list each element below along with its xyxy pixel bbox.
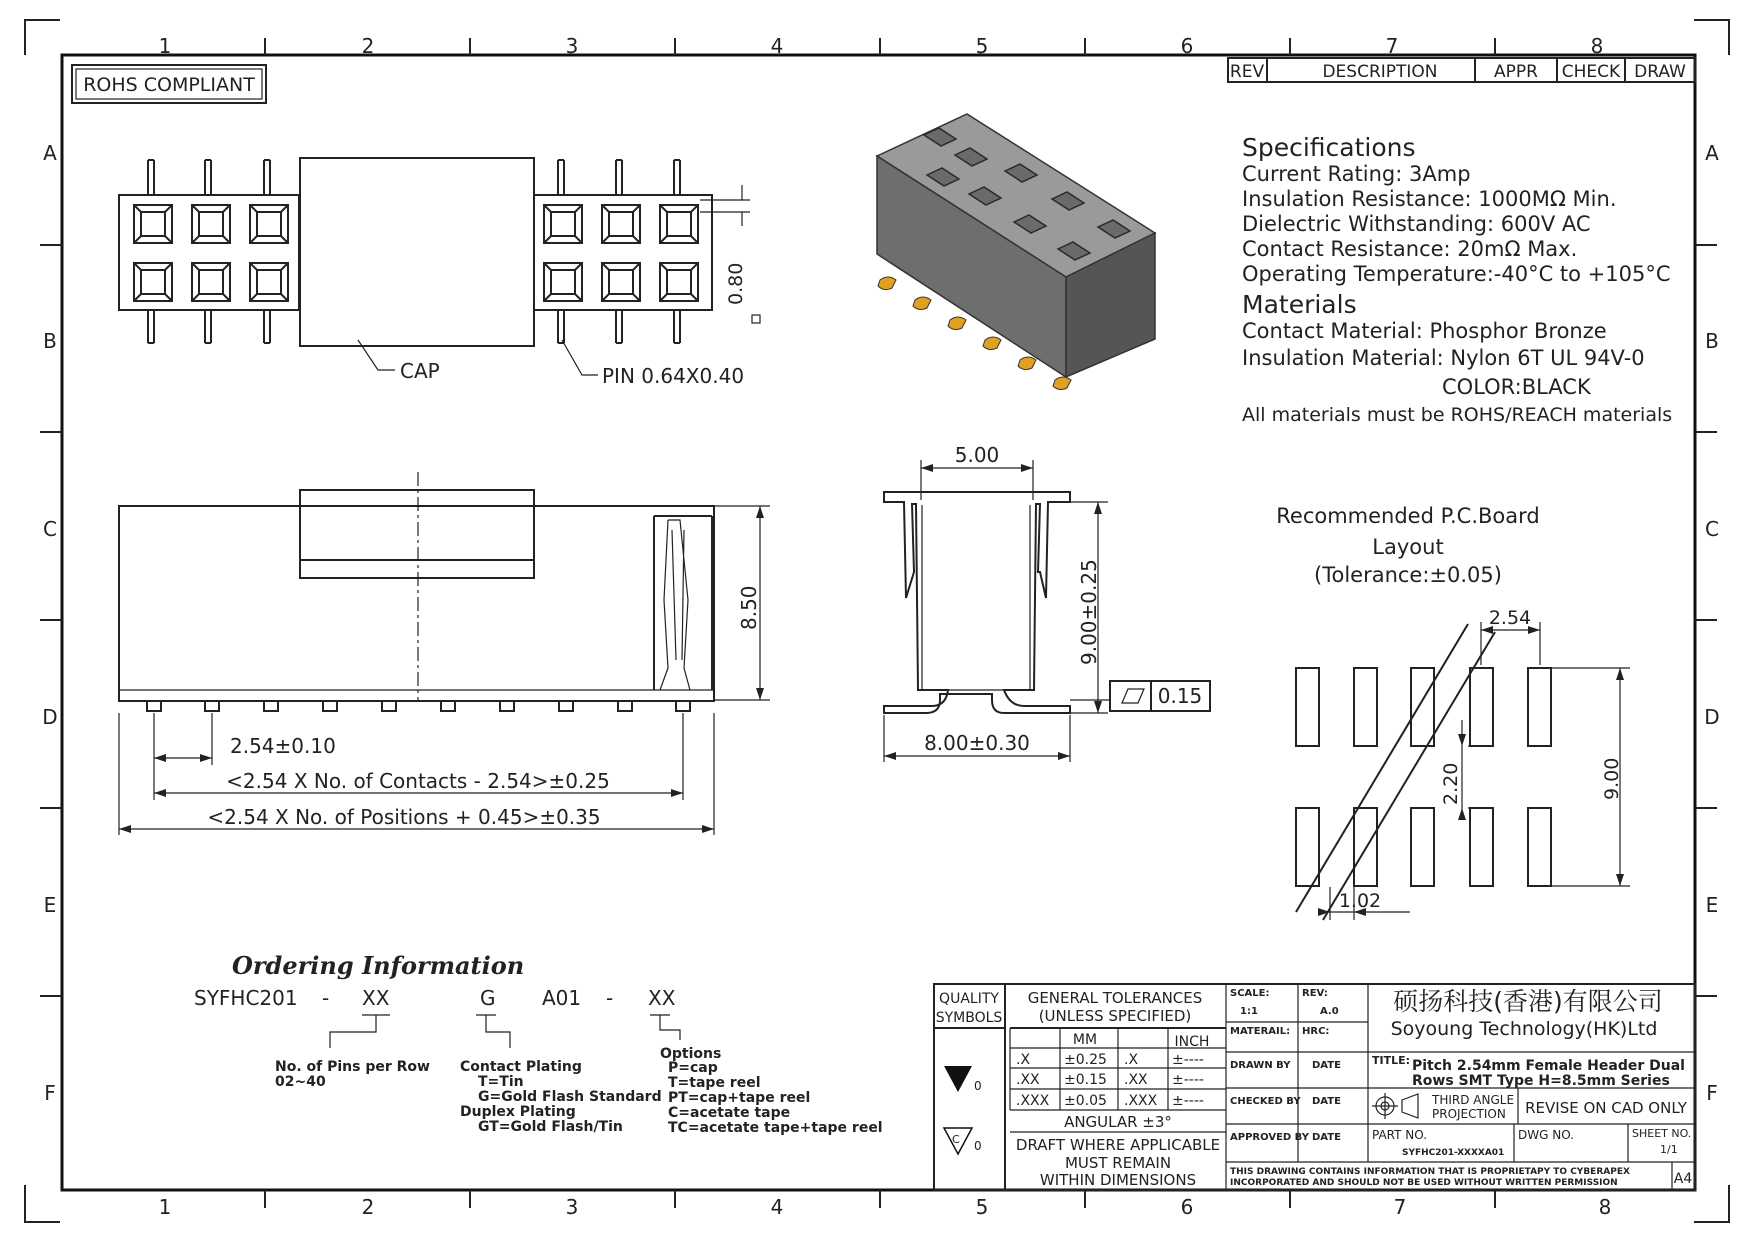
code-part-a01: A01	[542, 986, 582, 1010]
approved-by: APPROVED BY	[1230, 1132, 1309, 1143]
tol-mm: ±0.05	[1064, 1093, 1107, 1109]
drawn-date: DATE	[1312, 1060, 1341, 1071]
company-name-cn: 硕扬科技(香港)有限公司	[1393, 987, 1663, 1016]
plating-gt: GT=Gold Flash/Tin	[478, 1119, 623, 1135]
description-header: DESCRIPTION	[1322, 62, 1438, 82]
ordering-info	[194, 951, 883, 1136]
quality-symbol-filled-triangle	[944, 1066, 972, 1092]
height-dim: 8.50	[737, 585, 761, 630]
code-part-options: XX	[648, 986, 676, 1010]
flatness-value: 0.15	[1157, 684, 1203, 708]
pcb-pitch-dim: 2.54	[1488, 607, 1532, 629]
spec-title: Specifications	[1242, 133, 1416, 162]
cap	[300, 158, 534, 346]
materials-title: Materials	[1242, 290, 1357, 319]
option-item: T=tape reel	[668, 1075, 761, 1091]
top-view-cavities	[134, 205, 698, 301]
zone-row-f-right: F	[1706, 1081, 1718, 1105]
draw-header: DRAW	[1634, 62, 1686, 82]
sheet-no: 1/1	[1660, 1143, 1678, 1156]
zone-row-d: D	[42, 705, 58, 729]
zone-row-a: A	[43, 141, 57, 165]
zone-col-7: 7	[1385, 34, 1399, 58]
pcb-title: Recommended P.C.Board	[1276, 504, 1540, 528]
quality-symbol-sub-2: 0	[974, 1139, 982, 1153]
sheet-no-label: SHEET NO.	[1632, 1127, 1692, 1140]
tol-place: .XX	[1016, 1072, 1040, 1088]
inch-header: INCH	[1174, 1034, 1210, 1050]
drawn-by: DRAWN BY	[1230, 1060, 1291, 1071]
company-name-en: Soyoung Technology(HK)Ltd	[1390, 1018, 1658, 1040]
tol-iplace: .XXX	[1124, 1093, 1158, 1109]
title-label: TITLE:	[1372, 1054, 1411, 1067]
zone-col-8: 8	[1590, 34, 1604, 58]
projection-2: PROJECTION	[1432, 1107, 1506, 1121]
zone-col-3-bottom: 3	[565, 1195, 579, 1219]
revise-note: REVISE ON CAD ONLY	[1525, 1099, 1687, 1117]
checked-date: DATE	[1312, 1096, 1341, 1107]
draft-note-3: WITHIN DIMENSIONS	[1039, 1171, 1197, 1189]
zone-col-1: 1	[158, 34, 172, 58]
plating-label: Contact Plating	[460, 1059, 582, 1075]
zone-row-b: B	[43, 329, 57, 353]
zone-labels-right	[1704, 141, 1719, 1105]
option-item: C=acetate tape	[668, 1105, 791, 1121]
pcb-layout	[1276, 504, 1630, 920]
proprietary-1: THIS DRAWING CONTAINS INFORMATION THAT IS PROPRIETAPY TO CYBERAPEX	[1230, 1167, 1630, 1177]
zone-col-5: 5	[975, 34, 989, 58]
option-item: PT=cap+tape reel	[668, 1090, 811, 1106]
spec-line: Current Rating: 3Amp	[1242, 162, 1471, 186]
zone-row-b-right: B	[1705, 329, 1719, 353]
side-view	[119, 472, 770, 835]
rev-label: REV:	[1302, 988, 1328, 999]
appr-header: APPR	[1494, 62, 1538, 82]
tol-place: .XXX	[1016, 1093, 1050, 1109]
revision-table	[1228, 58, 1695, 82]
tol-mm: ±0.25	[1064, 1052, 1107, 1068]
material-line: Contact Material: Phosphor Bronze	[1242, 319, 1607, 343]
positions-dim: <2.54 X No. of Positions + 0.45>±0.35	[207, 805, 601, 829]
zone-labels-left	[42, 141, 57, 1105]
rev-value: A.0	[1320, 1006, 1339, 1017]
check-header: CHECK	[1561, 62, 1621, 82]
zone-col-6-bottom: 6	[1180, 1195, 1194, 1219]
code-part-dash: -	[322, 986, 330, 1010]
zone-col-6: 6	[1180, 34, 1194, 58]
plating-gold: G=Gold Flash Standard	[478, 1089, 662, 1105]
mm-header: MM	[1072, 1032, 1098, 1048]
material-line: Insulation Material: Nylon 6T UL 94V-0	[1242, 346, 1645, 370]
zone-col-4: 4	[770, 34, 784, 58]
spec-line: Dielectric Withstanding: 600V AC	[1242, 212, 1591, 236]
draft-note-1: DRAFT WHERE APPLICABLE	[1015, 1136, 1221, 1154]
paper-size: A4	[1673, 1171, 1693, 1187]
svg-text:ROHS COMPLIANT: ROHS COMPLIANT	[83, 74, 255, 96]
general-tolerances: GENERAL TOLERANCES	[1027, 989, 1203, 1007]
unless-specified: (UNLESS SPECIFIED)	[1038, 1007, 1192, 1025]
tol-place: .X	[1016, 1052, 1031, 1068]
rev-header: REV	[1229, 62, 1265, 82]
zone-col-5-bottom: 5	[975, 1195, 989, 1219]
drawing-title-2: Rows SMT Type H=8.5mm Series	[1412, 1073, 1670, 1089]
drawing-title-1: Pitch 2.54mm Female Header Dual	[1412, 1058, 1685, 1074]
quality-symbols-1: QUALITY	[939, 991, 999, 1007]
spec-line: Insulation Resistance: 1000MΩ Min.	[1242, 187, 1617, 211]
pcb-tolerance: (Tolerance:±0.05)	[1314, 563, 1502, 587]
pin-label: PIN 0.64X0.40	[602, 364, 745, 388]
code-part-pins: XX	[362, 986, 390, 1010]
tol-inch: ±----	[1172, 1093, 1204, 1109]
code-part-dash-2: -	[606, 986, 614, 1010]
hrc-label: HRC:	[1302, 1026, 1330, 1037]
code-part-plating: G	[480, 986, 496, 1010]
zone-row-d-right: D	[1704, 705, 1720, 729]
plating-tin: T=Tin	[478, 1074, 524, 1090]
scale-label: SCALE:	[1230, 988, 1270, 999]
approved-date: DATE	[1312, 1132, 1341, 1143]
color-line: COLOR:BLACK	[1442, 375, 1591, 399]
third-angle-projection-icon	[1372, 1093, 1418, 1119]
end-height-dim: 9.00±0.25	[1077, 559, 1101, 665]
contacts-dim: <2.54 X No. of Contacts - 2.54>±0.25	[226, 769, 610, 793]
pcb-pads	[1296, 668, 1551, 886]
zone-col-7-bottom: 7	[1393, 1195, 1407, 1219]
zone-row-e-right: E	[1705, 893, 1719, 917]
dwg-no-label: DWG NO.	[1518, 1128, 1574, 1142]
tol-iplace: .XX	[1124, 1072, 1148, 1088]
zone-col-8-bottom: 8	[1598, 1195, 1612, 1219]
part-no: SYFHC201-XXXXA01	[1402, 1148, 1505, 1158]
zone-row-c: C	[43, 517, 57, 541]
draft-note-2: MUST REMAIN	[1064, 1154, 1172, 1172]
end-top-dim: 5.00	[954, 443, 1000, 467]
zone-col-4-bottom: 4	[770, 1195, 784, 1219]
zone-row-a-right: A	[1705, 141, 1719, 165]
tol-iplace: .X	[1124, 1052, 1139, 1068]
title-block	[934, 984, 1695, 1190]
scale-value: 1:1	[1240, 1006, 1258, 1017]
end-view	[884, 443, 1210, 762]
spec-line: Operating Temperature:-40°C to +105°C	[1242, 262, 1671, 286]
tol-inch: ±----	[1172, 1052, 1204, 1068]
zone-row-e: E	[43, 893, 57, 917]
rohs-label	[72, 65, 266, 103]
checked-by: CHECKED BY	[1230, 1096, 1301, 1107]
tol-inch: ±----	[1172, 1072, 1204, 1088]
specifications	[1242, 133, 1672, 426]
end-width-dim: 8.00±0.30	[924, 731, 1030, 755]
pcb-row-gap-dim: 2.20	[1440, 762, 1462, 805]
rohs-note: All materials must be ROHS/REACH materials	[1242, 404, 1673, 426]
options-label: Options	[660, 1046, 722, 1062]
tol-mm: ±0.15	[1064, 1072, 1107, 1088]
zone-col-2-bottom: 2	[361, 1195, 375, 1219]
projection-1: THIRD ANGLE	[1432, 1093, 1515, 1107]
zone-row-c-right: C	[1705, 517, 1719, 541]
material-label: MATERAIL:	[1230, 1026, 1291, 1037]
zone-col-2: 2	[361, 34, 375, 58]
plating-duplex: Duplex Plating	[460, 1104, 576, 1120]
option-item: TC=acetate tape+tape reel	[668, 1120, 883, 1136]
code-part-series: SYFHC201	[194, 986, 298, 1010]
quality-symbols-2: SYMBOLS	[935, 1010, 1003, 1026]
part-no-label: PART NO.	[1372, 1128, 1428, 1142]
option-item: P=cap	[668, 1060, 718, 1076]
zone-col-3: 3	[565, 34, 579, 58]
side-view-cap	[300, 490, 534, 578]
proprietary-2: INCORPORATED AND SHOULD NOT BE USED WITHOUT WRITTEN PERMISSION	[1230, 1178, 1618, 1188]
cap-label: CAP	[400, 359, 440, 383]
pcb-pad-width-dim: 1.02	[1338, 890, 1382, 912]
quality-symbol-sub: 0	[974, 1079, 982, 1093]
pcb-title-layout: Layout	[1372, 535, 1444, 559]
spec-line: Contact Resistance: 20mΩ Max.	[1242, 237, 1578, 261]
zone-row-f: F	[44, 1081, 56, 1105]
pins-label: No. of Pins per Row	[275, 1059, 430, 1075]
pin-square-dim: 0.80	[725, 262, 747, 305]
iso-view	[877, 114, 1155, 390]
angular-tolerance: ANGULAR ±3°	[1064, 1113, 1172, 1131]
pcb-span-dim: 9.00	[1601, 757, 1623, 800]
zone-col-1-bottom: 1	[158, 1195, 172, 1219]
top-view	[119, 158, 760, 388]
ordering-title: Ordering Information	[232, 951, 525, 980]
quality-symbol-c: C	[952, 1133, 960, 1146]
zone-labels-bottom	[159, 1195, 1612, 1219]
pins-range: 02~40	[275, 1074, 326, 1090]
pitch-dim: 2.54±0.10	[230, 734, 336, 758]
